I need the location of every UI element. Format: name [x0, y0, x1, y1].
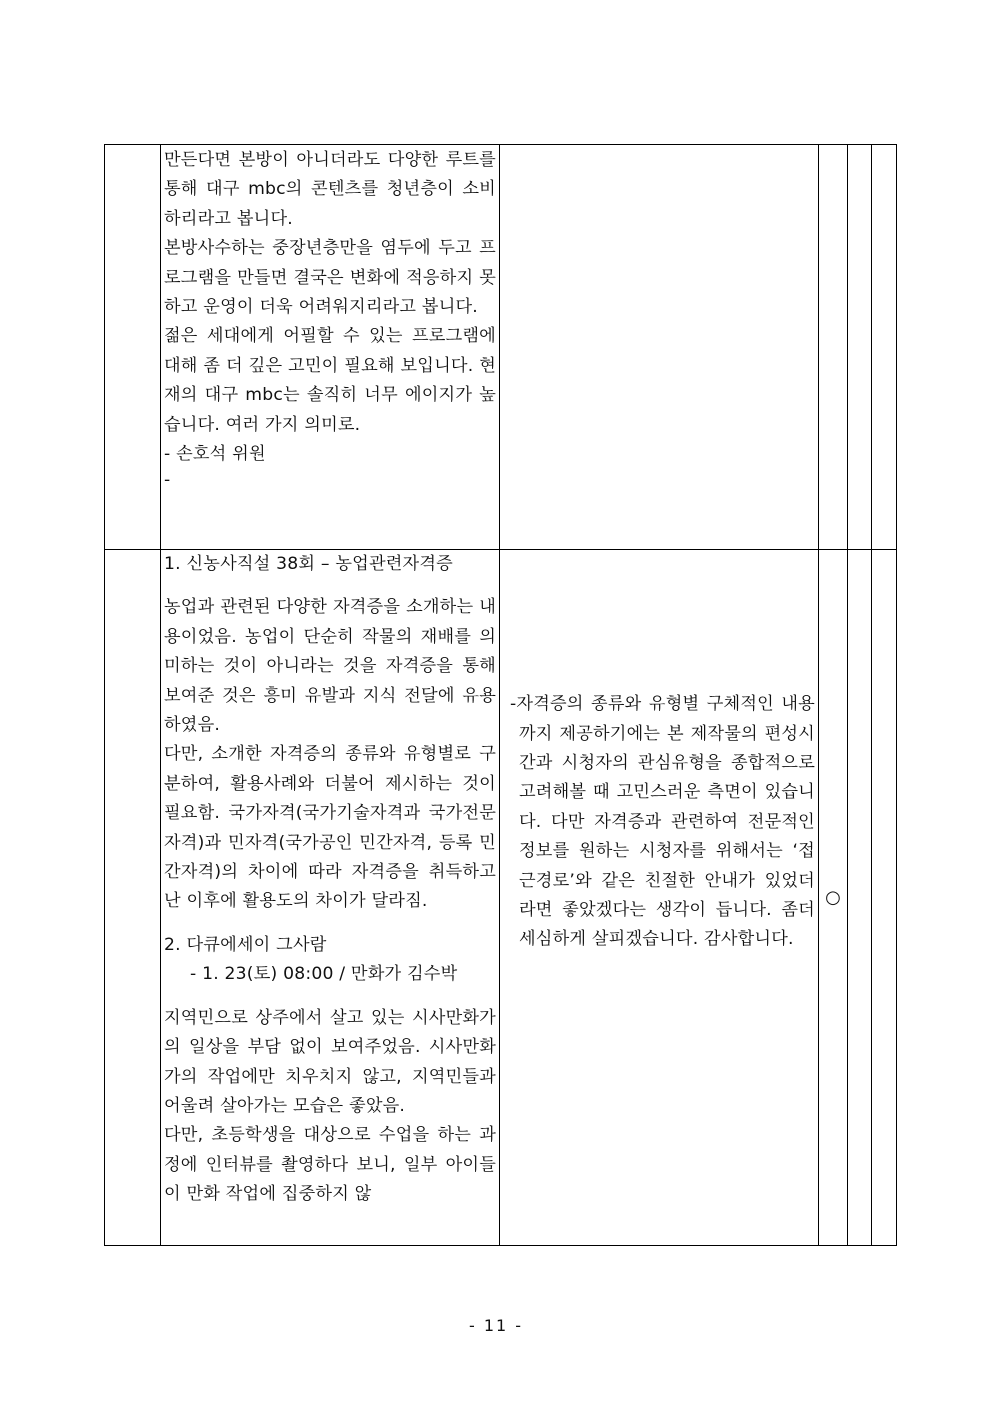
comment-heading: 2. 다큐에세이 그사람: [164, 934, 327, 955]
comment-paragraph: 농업과 관련된 다양한 자격증을 소개하는 내용이었음. 농업이 단순히 작물의 재배를 의미하는 것이 아니라는 것을 자격증을 통해 보여준 것은 흥미 유발과 지식 전달에 유용하였음.: [164, 597, 496, 736]
mark-cell: [819, 550, 848, 1246]
review-table: [104, 144, 897, 1246]
status-cell: [848, 145, 872, 550]
comment-cell: [161, 550, 500, 1246]
status-cell: [872, 145, 897, 550]
program-cell: [105, 145, 161, 550]
comment-heading: 1. 신농사직설 38회 – 농업관련자격증: [164, 554, 453, 574]
answer-cell: [500, 550, 819, 1246]
comment-paragraph: 다만, 소개한 자격증의 종류와 유형별로 구분하여, 활용사례와 더불어 제시하는 것이 필요함. 국가자격(국가기술자격과 국가전문자격)과 민자격(국가공인 민간자격, 등록 민간자격)의 차이에 따라 자격증을 취득하고 난 이후에 활용도의 차이가 달라짐.: [164, 744, 496, 912]
comment-paragraph: 다만, 초등학생을 대상으로 수업을 하는 과정에 인터뷰를 촬영하다 보니, 일부 아이들이 만화 작업에 집중하지 않: [164, 1125, 496, 1205]
comment-paragraph: 젊은 세대에게 어필할 수 있는 프로그램에 대해 좀 더 깊은 고민이 필요해 보입니다. 현재의 대구 mbc는 솔직히 너무 에이지가 높습니다. 여러 가지 의미로.: [164, 326, 496, 435]
program-cell: [105, 550, 161, 1246]
status-cell: [872, 550, 897, 1246]
table-row: [105, 145, 897, 550]
comment-paragraph: 본방사수하는 중장년층만을 염두에 두고 프로그램을 만들면 결국은 변화에 적응하지 못하고 운영이 더욱 어려워지리라고 봅니다.: [164, 238, 496, 318]
comment-paragraph: 지역민으로 상주에서 살고 있는 시사만화가의 일상을 부담 없이 보여주었음. 시사만화가의 작업에만 치우치지 않고, 지역민들과 어울려 살아가는 모습은 좋았음.: [164, 1007, 496, 1116]
status-cell: [848, 550, 872, 1246]
answer-paragraph: -자격증의 종류와 유형별 구체적인 내용까지 제공하기에는 본 제작물의 편성시간과 시청자의 관심유형을 종합적으로 고려해볼 때 고민스러운 측면이 있습니다. 다만 자격증과 관련하여 전문적인 정보를 원하는 시청자를 위해서는 ‘접근경로’와 같은 친절한 안내가 있었더라면 좋았겠다는 생각이 듭니다. 좀더 세심하게 살피겠습니다. 감사합니다.: [510, 694, 815, 950]
table-row: [105, 550, 897, 1246]
circle-mark: ○: [825, 887, 841, 908]
mark-cell: [819, 145, 848, 550]
comment-subheading: - 1. 23(토) 08:00 / 만화가 김수박: [190, 964, 458, 985]
comment-paragraph: -: [164, 470, 171, 491]
comment-paragraph: 만든다면 본방이 아니더라도 다양한 루트를 통해 대구 mbc의 콘텐츠를 청년층이 소비하리라고 봅니다.: [164, 150, 496, 229]
answer-cell: [500, 145, 819, 550]
page-number: - 11 -: [468, 1316, 524, 1335]
commenter-name: - 손호석 위원: [164, 444, 266, 465]
comment-cell: [161, 145, 500, 550]
